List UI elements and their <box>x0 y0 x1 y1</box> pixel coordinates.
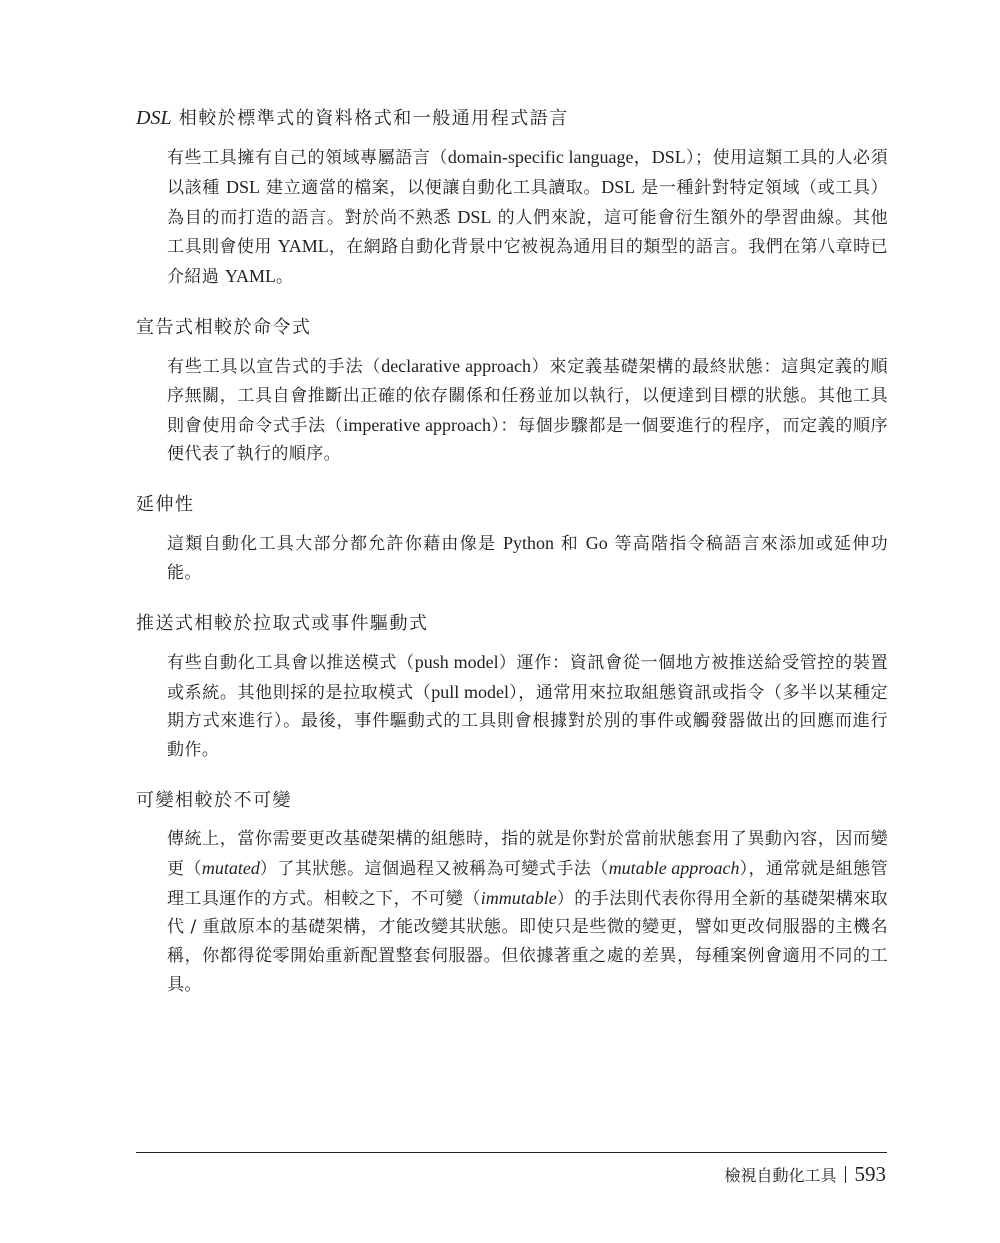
latin-run: pull model <box>431 681 509 702</box>
text-run: 是一種針對特定領域（或工具）為目的而打造的語言。對於尚不熟悉 <box>167 177 888 228</box>
page-footer <box>724 1160 886 1190</box>
text-run: 有些工具擁有自己的領域專屬語言（ <box>167 148 448 168</box>
text-run: 傳統上，當你需要更改基礎架構的組態時，指的就是你對於當前狀態套用了異動內容，因而變更（ <box>167 828 888 879</box>
text-run: 。 <box>276 267 294 288</box>
text-run: ），通常用來拉取組態資訊或指令（多半以某種定期方式來進行）。最後，事件驅動式的工具則會根據對於別的事件或觸發器做出的回應而進行動作。 <box>167 682 888 761</box>
text-run: 建立適當的檔案，以便讓自動化工具讀取。 <box>259 177 602 198</box>
text-run: ，在網路自動化背景中它被視為通用目的類型的語言。我們在第八章時已介紹過 <box>167 237 888 288</box>
section-title-text: 相較於標準式的資料格式和一般通用程式語言 <box>171 108 569 129</box>
section-paragraph <box>167 825 888 1000</box>
footer-divider <box>136 1152 887 1153</box>
text-run: 有些自動化工具會以推送模式（ <box>167 652 415 673</box>
section-mutable-vs-immutable <box>136 787 888 1000</box>
latin-run: YAML <box>277 236 329 257</box>
text-run: ）；使用這類工具的人必須以該種 <box>167 148 888 198</box>
latin-run: DSL <box>225 176 260 197</box>
text-run: ）運作：資訊會從一個地方被推送給受管控的裝置或系統。其他則採的是拉取模式（ <box>167 652 888 703</box>
section-title: 宣告式相較於命令式 <box>136 316 312 338</box>
latin-run: domain-specific language，DSL <box>447 147 686 167</box>
latin-run: push model <box>414 651 499 672</box>
text-run: ）來定義基礎架構的最終狀態：這與定義的順序無關，工具自會推斷出正確的依存關係和任務並加以執行，以便達到目標的狀態。其他工具則會使用命令式手法（ <box>167 356 889 436</box>
section-extensibility <box>136 491 888 588</box>
page-number: 593 <box>854 1162 886 1186</box>
text-run: ）：每個步驟都是一個要進行的程序，而定義的順序便代表了執行的順序。 <box>167 415 888 465</box>
latin-run: DSL <box>601 176 636 197</box>
page-content <box>136 104 888 1022</box>
text-run: ）了其狀態。這個過程又被稱為可變式手法（ <box>259 858 609 879</box>
text-run: ），通常就是組態管理工具運作的方式。相較之下，不可變（ <box>167 858 888 909</box>
section-title: 可變相較於不可變 <box>136 789 292 811</box>
italic-run: immutable <box>480 887 557 908</box>
latin-run: Go <box>585 533 608 554</box>
section-title-latin: DSL <box>136 107 172 129</box>
section-title: 推送式相較於拉取式或事件驅動式 <box>136 612 429 634</box>
text-run: 有些工具以宣告式的手法（ <box>167 356 382 377</box>
section-paragraph <box>167 648 888 765</box>
section-paragraph <box>167 529 888 588</box>
text-run: 這類自動化工具大部分都允許你藉由像是 <box>167 534 504 555</box>
latin-run: imperative approach <box>343 414 491 435</box>
text-run: 等高階指令稿語言來添加或延伸功能。 <box>167 534 888 583</box>
section-title: 延伸性 <box>136 494 195 516</box>
section-title <box>136 104 888 133</box>
text-run: 的人們來說，這可能會衍生額外的學習曲線。其他工具則會使用 <box>167 207 889 258</box>
latin-run: YAML <box>225 266 277 287</box>
latin-run: DSL <box>457 206 492 227</box>
section-paragraph <box>167 143 888 292</box>
latin-run: Python <box>503 533 555 554</box>
italic-run: mutable approach <box>608 857 740 878</box>
italic-run: mutated <box>201 857 260 878</box>
text-run: 和 <box>554 534 586 555</box>
section-dsl <box>136 104 888 292</box>
text-run: ）的手法則代表你得用全新的基礎架構來取代 / 重啟原本的基礎架構，才能改變其狀態。即使只是些微的變更，譬如更改伺服器的主機名稱，你都得從零開始重新配置整套伺服器。但依據著重之處的差異，每種案例會適用不同的工具。 <box>167 888 888 995</box>
running-chapter-title: 檢視自動化工具 <box>724 1166 837 1185</box>
section-declarative-vs-imperative <box>136 314 888 469</box>
footer-separator <box>845 1166 846 1183</box>
latin-run: declarative approach <box>381 355 532 376</box>
section-paragraph <box>167 352 888 469</box>
section-push-vs-pull <box>136 610 888 765</box>
